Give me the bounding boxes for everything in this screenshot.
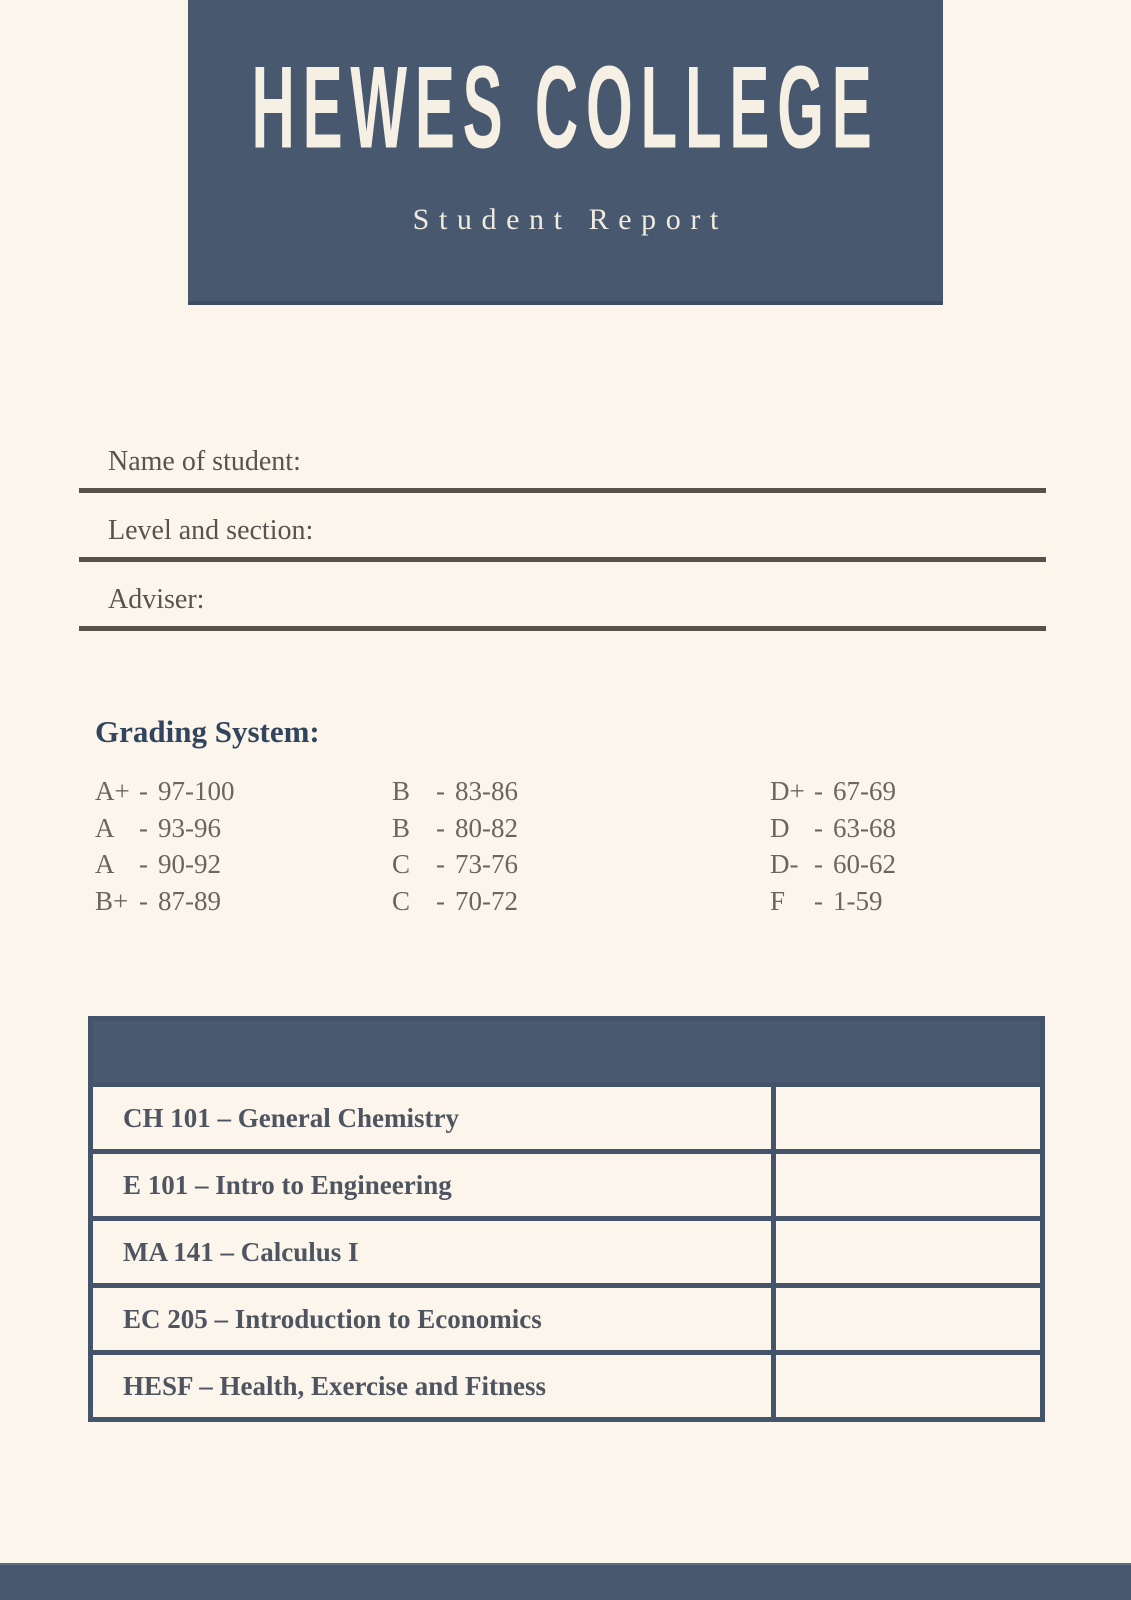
grade-letter: C: [392, 885, 411, 916]
student-info-section: [79, 445, 1046, 631]
header-banner: [188, 0, 943, 305]
grade-range: 1-59: [833, 885, 883, 916]
grade-scale-item: [392, 773, 770, 810]
adviser-label: Adviser:: [108, 584, 205, 615]
course-name-cell: HESF – Health, Exercise and Fitness: [123, 1370, 547, 1401]
grade-scale-item: [95, 773, 392, 810]
grade-range: 97-100: [158, 776, 235, 806]
grade-separator: -: [814, 812, 823, 843]
grade-separator: -: [814, 849, 823, 879]
grade-range: 60-62: [833, 849, 896, 879]
college-name: HEWES COLLEGE: [251, 42, 880, 173]
grading-columns: [95, 773, 1131, 919]
grading-column-1: [95, 773, 392, 919]
grade-entry-cell[interactable]: [771, 1288, 1040, 1350]
grade-letter: A+: [95, 776, 130, 806]
adviser-blank-line[interactable]: [204, 598, 1046, 608]
course-name-cell: MA 141 – Calculus I: [123, 1236, 359, 1267]
grade-separator: -: [436, 885, 445, 916]
grade-scale-item: [770, 846, 896, 883]
grading-system-section: [95, 713, 1131, 919]
grade-letter: A: [95, 849, 115, 879]
grade-entry-cell[interactable]: [771, 1087, 1040, 1149]
grade-range: 73-76: [455, 849, 518, 879]
table-row: [93, 1350, 1040, 1417]
grade-separator: -: [139, 776, 148, 806]
table-row: [93, 1149, 1040, 1216]
grade-scale-item: [770, 810, 896, 847]
course-name-cell: CH 101 – General Chemistry: [123, 1102, 459, 1133]
grade-scale-item: [95, 846, 392, 883]
grade-scale-item: [770, 773, 896, 810]
grade-letter: B: [392, 812, 411, 843]
grade-letter: D+: [770, 776, 805, 806]
grade-range: 63-68: [833, 812, 896, 843]
grade-separator: -: [814, 776, 823, 806]
grade-letter: B: [392, 776, 411, 806]
grade-range: 70-72: [455, 885, 518, 916]
courses-table: [88, 1016, 1045, 1422]
table-header-band: [93, 1021, 1040, 1082]
course-name-cell: E 101 – Intro to Engineering: [123, 1169, 452, 1200]
grade-entry-cell[interactable]: [771, 1154, 1040, 1216]
grade-letter: D: [770, 812, 790, 843]
grade-entry-cell[interactable]: [771, 1355, 1040, 1417]
level-and-section-label: Level and section:: [108, 515, 314, 546]
grade-scale-item: [392, 810, 770, 847]
field-name-of-student: [79, 445, 1046, 493]
grading-column-3: [770, 773, 896, 919]
grade-separator: -: [139, 849, 148, 879]
grade-range: 80-82: [455, 812, 518, 843]
grade-range: 90-92: [158, 849, 221, 879]
grade-range: 83-86: [455, 776, 518, 806]
grade-scale-item: [95, 883, 392, 920]
grade-letter: D-: [770, 849, 799, 879]
grade-scale-item: [95, 810, 392, 847]
grade-separator: -: [814, 885, 823, 916]
grade-letter: C: [392, 849, 411, 879]
grade-separator: -: [139, 812, 148, 843]
footer-bar: [0, 1563, 1131, 1600]
table-row: [93, 1216, 1040, 1283]
grade-scale-item: [770, 883, 896, 920]
grade-entry-cell[interactable]: [771, 1221, 1040, 1283]
grade-range: 87-89: [158, 885, 221, 916]
grade-scale-item: [392, 883, 770, 920]
table-row: [93, 1082, 1040, 1149]
name-of-student-label: Name of student:: [108, 446, 301, 477]
grade-separator: -: [139, 885, 148, 916]
table-row: [93, 1283, 1040, 1350]
grading-system-heading: Grading System:: [95, 714, 320, 749]
grade-separator: -: [436, 849, 445, 879]
report-subtitle: Student Report: [412, 203, 728, 236]
field-adviser: [79, 583, 1046, 631]
course-name-cell: EC 205 – Introduction to Economics: [123, 1303, 542, 1334]
grade-letter: B+: [95, 885, 129, 916]
level-and-section-blank-line[interactable]: [313, 529, 1046, 539]
grade-letter: A: [95, 812, 115, 843]
name-of-student-blank-line[interactable]: [301, 460, 1046, 470]
grading-column-2: [392, 773, 770, 919]
grade-letter: F: [770, 885, 786, 916]
grade-range: 93-96: [158, 812, 221, 843]
grade-scale-item: [392, 846, 770, 883]
grade-separator: -: [436, 812, 445, 843]
field-level-and-section: [79, 514, 1046, 562]
grade-separator: -: [436, 776, 445, 806]
grade-range: 67-69: [833, 776, 896, 806]
